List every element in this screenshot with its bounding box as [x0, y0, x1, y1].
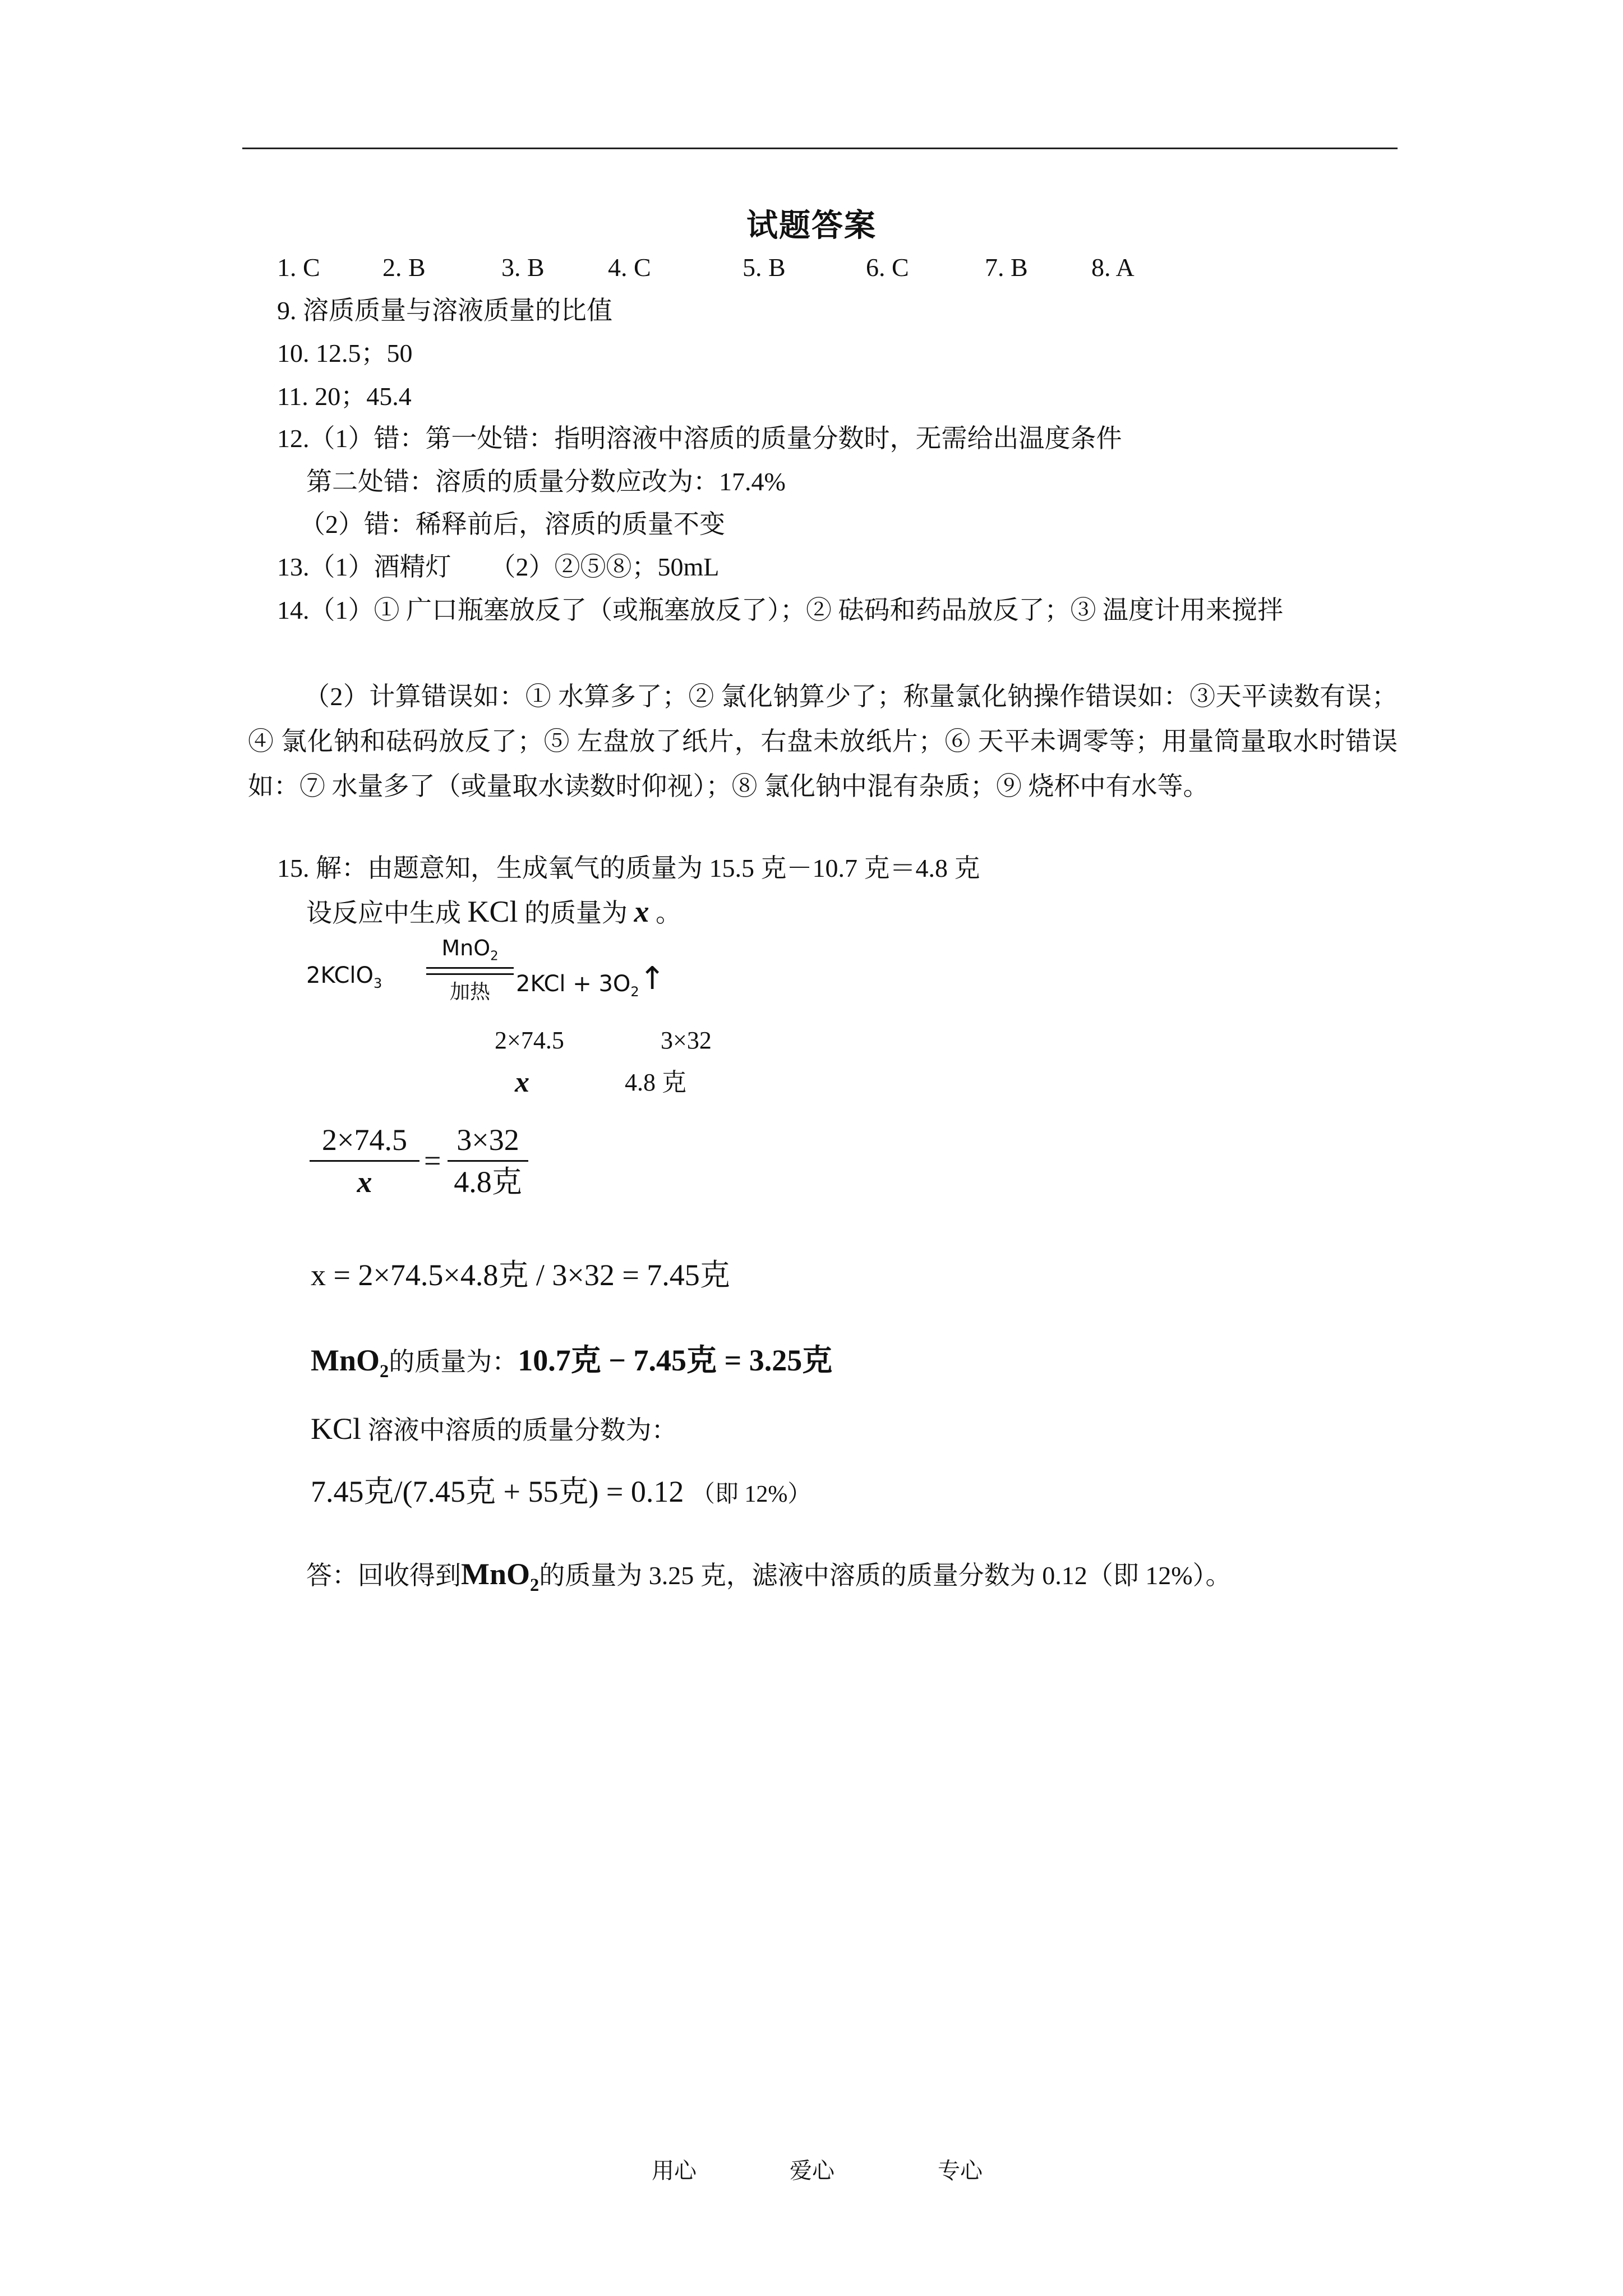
- answer-q10: 10. 12.5；50: [277, 339, 413, 367]
- answer-q12-part1: 12.（1）错：第一处错：指明溶液中溶质的质量分数时，无需给出温度条件: [277, 424, 1122, 453]
- kcl-text: 溶液中溶质的质量分数为：: [367, 1416, 677, 1444]
- fraction-denominator: x: [357, 1165, 372, 1199]
- setup-kcl: KCl: [467, 895, 518, 928]
- footer-item: 用心: [652, 2158, 697, 2183]
- answer-q14-part1: [248, 588, 1398, 633]
- answer-q9: 9. 溶质质量与溶液质量的比值: [277, 296, 612, 325]
- final-answer: [306, 1557, 1232, 1602]
- answer-q13: 13.（1）酒精灯 （2）②⑤⑧；50mL: [277, 553, 720, 581]
- mc-answer: 7. B: [985, 253, 1028, 282]
- kcl-formula: KCl: [311, 1412, 362, 1446]
- ratio-kcl: 2×74.5: [495, 1027, 564, 1054]
- ratio-o2: 3×32: [661, 1027, 712, 1054]
- answer-q14-part1-text: 14.（1）① 广口瓶塞放反了（或瓶塞放反了）；② 砝码和药品放反了；③ 温度计用来搅拌: [277, 596, 1283, 624]
- answer-q12-part1b: 第二处错：溶质的质量分数应改为：17.4%: [306, 467, 786, 496]
- mno2-formula: MnO$_2$: [311, 1343, 389, 1382]
- setup-text: 。: [656, 899, 682, 927]
- mc-answer: 6. C: [866, 253, 909, 282]
- mc-answer: 1. C: [277, 253, 320, 282]
- answer-q14-part2-text: （2）计算错误如：① 水算多了；② 氯化钠算少了；称量氯化钠操作错误如：③天平读数有误；④ 氯化钠和砝码放反了；⑤ 左盘放了纸片，右盘未放纸片；⑥ 天平未调零等；用量筒量取水时错误如：⑦ 水量多了（或量取水读数时仰视）；⑧ 氯化钠中混有杂质；⑨ 烧杯中有水等。: [248, 682, 1398, 800]
- answer-q15-intro: 15. 解：由题意知，生成氧气的质量为 15.5 克－10.7 克＝4.8 克: [277, 854, 980, 882]
- mc-answer: 2. B: [382, 253, 426, 282]
- mc-answer: 8. A: [1091, 253, 1135, 282]
- final-answer-text: 的质量为 3.25 克，滤液中溶质的质量分数为 0.12（即 12%）。: [539, 1561, 1232, 1590]
- fraction-numerator: 3×32: [448, 1120, 528, 1162]
- mno2-expression: 10.7克 − 7.45克 = 3.25克: [518, 1343, 833, 1377]
- gas-arrow-icon: ↑: [639, 960, 666, 997]
- setup-text: 的质量为: [524, 899, 628, 927]
- calc-x-expression: x = 2×74.5×4.8克 / 3×32 = 7.45克: [311, 1258, 730, 1292]
- fraction-o2: [448, 1120, 528, 1202]
- equation-double-bar: [426, 967, 514, 975]
- fraction-numerator: 2×74.5: [310, 1120, 419, 1162]
- final-answer-mno2: MnO$_2$: [461, 1557, 540, 1595]
- equation-reactant: 2KClO$_3$: [306, 963, 382, 991]
- page-title: 试题答案: [746, 209, 877, 243]
- kcl-fraction-label: [311, 1412, 677, 1447]
- fraction-kcl: [310, 1120, 419, 1202]
- mno2-text: 的质量为：: [389, 1347, 518, 1376]
- fraction-equals: =: [424, 1144, 441, 1177]
- setup-text: 设反应中生成: [306, 899, 461, 927]
- ratio-kcl-mass: x: [515, 1066, 529, 1098]
- footer-item: 爱心: [790, 2158, 834, 2183]
- kcl-expression: 7.45克/(7.45克 + 55克) = 0.12: [311, 1475, 684, 1508]
- answer-q14-part2: [248, 674, 1398, 809]
- answer-q11: 11. 20；45.4: [277, 382, 412, 411]
- calc-x: [311, 1251, 730, 1294]
- answer-q12-part2: （2）错：稀释前后，溶质的质量不变: [299, 510, 725, 539]
- ratio-o2-mass: 4.8 克: [625, 1069, 686, 1096]
- setup-variable: x: [634, 895, 649, 928]
- mc-answer: 5. B: [743, 253, 786, 282]
- answer-q15-setup: [306, 895, 681, 930]
- mc-answer: 3. B: [501, 253, 545, 282]
- equation-products: $2KCl + 3O_2↑$: [516, 960, 666, 1000]
- fraction-denominator: 4.8克: [454, 1165, 522, 1199]
- final-answer-text: 答：回收得到: [306, 1561, 461, 1590]
- header-rule: [242, 148, 1398, 149]
- calc-mno2: [311, 1336, 832, 1382]
- equation-condition: 加热: [449, 981, 490, 1004]
- equation-catalyst: MnO$_2$: [441, 936, 499, 964]
- calc-kcl: [311, 1467, 811, 1511]
- chemical-equation: [306, 936, 755, 1014]
- mc-answer: 4. C: [608, 253, 651, 282]
- footer-item: 专心: [938, 2158, 983, 2183]
- kcl-percentage: （即 12%）: [691, 1481, 811, 1507]
